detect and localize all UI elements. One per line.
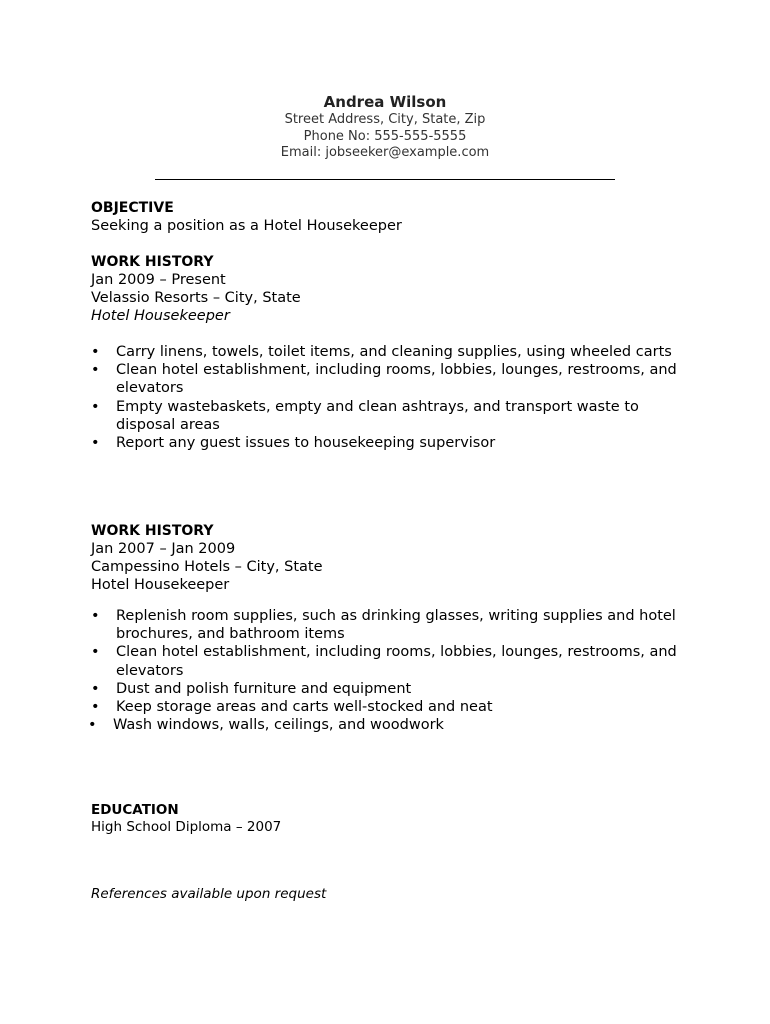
- list-item: [91, 343, 681, 361]
- education-text: High School Diploma – 2007: [91, 819, 282, 835]
- resume-header: [0, 92, 770, 162]
- bullet-icon: •: [88, 717, 97, 734]
- duty-text: Carry linens, towels, toilet items, and cleaning supplies, using wheeled carts: [116, 344, 672, 360]
- duty-text: Empty wastebaskets, empty and clean ashtrays, and transport waste to disposal areas: [116, 398, 639, 433]
- bullet-icon: •: [91, 344, 100, 360]
- duty-text: Keep storage areas and carts well-stocked and neat: [116, 699, 493, 716]
- list-item: [91, 643, 681, 679]
- job-duties-list-2: [88, 607, 681, 734]
- bullet-icon: •: [91, 644, 100, 661]
- objective-heading: OBJECTIVE: [91, 200, 174, 216]
- work-history-heading: WORK HISTORY: [91, 254, 214, 270]
- candidate-name: Andrea Wilson: [323, 93, 447, 111]
- list-item: [91, 607, 681, 643]
- work-history-section-2: [91, 522, 691, 595]
- header-divider: [155, 179, 615, 180]
- street-address: Street Address, City, State, Zip: [284, 112, 486, 127]
- job-dates: Jan 2007 – Jan 2009: [91, 541, 236, 557]
- bullet-icon: •: [91, 435, 100, 452]
- references-note: References available upon request: [91, 886, 327, 902]
- list-item: [91, 361, 681, 397]
- duty-text: Report any guest issues to housekeeping supervisor: [116, 435, 496, 452]
- job-employer: Campessino Hotels – City, State: [91, 559, 323, 576]
- job-dates: Jan 2009 – Present: [91, 272, 226, 288]
- objective-section: [91, 199, 691, 235]
- bullet-icon: •: [91, 398, 100, 415]
- duty-text: Replenish room supplies, such as drinking glasses, writing supplies and hotel brochures, and bathroom items: [116, 608, 676, 643]
- job-title: Hotel Housekeeper: [91, 308, 230, 325]
- job-title: Hotel Housekeeper: [91, 577, 230, 594]
- list-item: [91, 680, 681, 698]
- email-address: Email: jobseeker@example.com: [280, 145, 490, 160]
- list-item: [91, 398, 681, 434]
- list-item: [91, 434, 681, 452]
- list-item: [88, 716, 681, 734]
- work-history-heading: WORK HISTORY: [91, 523, 214, 539]
- duty-text: Dust and polish furniture and equipment: [116, 680, 412, 697]
- duty-text: Wash windows, walls, ceilings, and woodwork: [113, 717, 444, 734]
- work-history-section-1: [91, 253, 691, 326]
- bullet-icon: •: [91, 680, 100, 697]
- job-employer: Velassio Resorts – City, State: [91, 290, 301, 307]
- phone-number: Phone No: 555-555-5555: [303, 128, 467, 144]
- duty-text: Clean hotel establishment, including rooms, lobbies, lounges, restrooms, and elevators: [116, 362, 677, 397]
- education-section: [91, 802, 691, 836]
- objective-text: Seeking a position as a Hotel Housekeeper: [91, 218, 402, 234]
- job-duties-list-1: [91, 343, 681, 452]
- duty-text: Clean hotel establishment, including rooms, lobbies, lounges, restrooms, and elevators: [116, 644, 677, 679]
- bullet-icon: •: [91, 699, 100, 716]
- bullet-icon: •: [91, 608, 100, 624]
- bullet-icon: •: [91, 362, 100, 379]
- list-item: [91, 698, 681, 716]
- education-heading: EDUCATION: [91, 802, 179, 818]
